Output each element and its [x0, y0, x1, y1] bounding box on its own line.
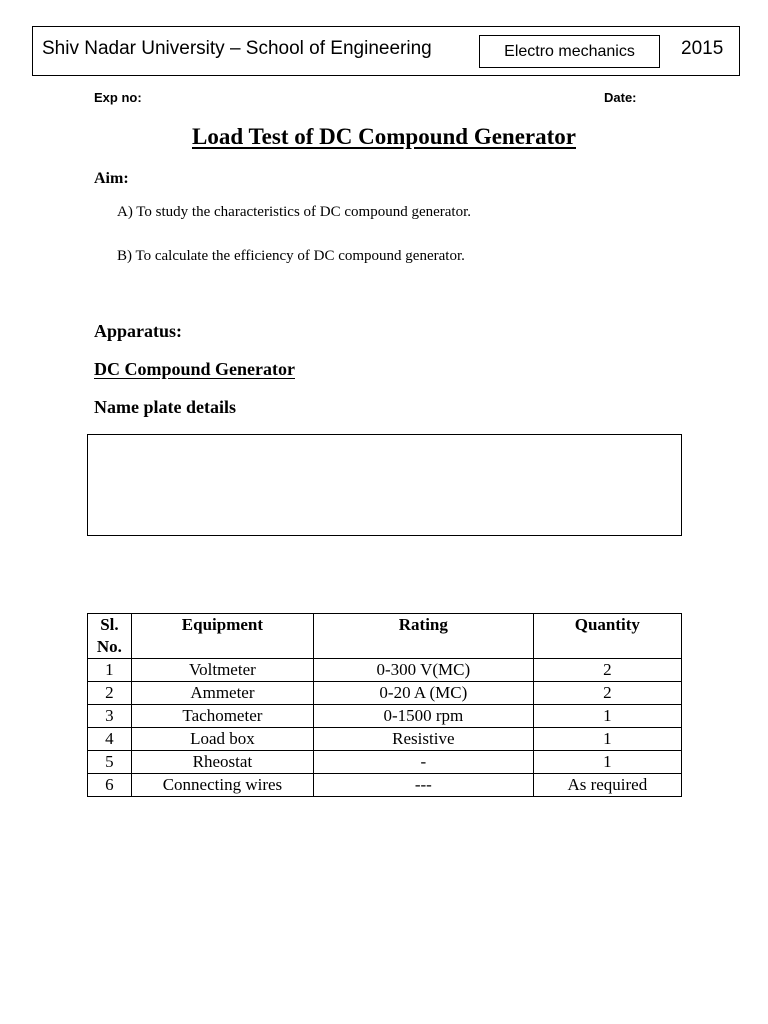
- table-row: [88, 659, 682, 682]
- cell-rating: ---: [314, 774, 534, 797]
- document-title: [0, 124, 768, 150]
- date-label: Date:: [604, 90, 637, 105]
- header-rating: Rating: [314, 614, 534, 659]
- table-row: [88, 682, 682, 705]
- cell-sl: 4: [88, 728, 132, 751]
- cell-rating: 0-20 A (MC): [314, 682, 534, 705]
- table-header-row: [88, 614, 682, 659]
- table-row: [88, 705, 682, 728]
- exp-no-label: Exp no:: [94, 90, 142, 105]
- cell-equipment: Rheostat: [131, 751, 313, 774]
- cell-rating: Resistive: [314, 728, 534, 751]
- cell-equipment: Voltmeter: [131, 659, 313, 682]
- cell-quantity: 1: [533, 751, 681, 774]
- subject-box: Electro mechanics: [479, 35, 660, 68]
- cell-equipment: Ammeter: [131, 682, 313, 705]
- nameplate-label: Name plate details: [94, 397, 236, 417]
- cell-equipment: Connecting wires: [131, 774, 313, 797]
- cell-rating: 0-1500 rpm: [314, 705, 534, 728]
- aim-item-a: A) To study the characteristics of DC compound generator.: [117, 204, 471, 220]
- cell-quantity: 1: [533, 705, 681, 728]
- equipment-table: [87, 613, 682, 797]
- header-equipment: Equipment: [131, 614, 313, 659]
- cell-quantity: 1: [533, 728, 681, 751]
- cell-equipment: Tachometer: [131, 705, 313, 728]
- table-row: [88, 728, 682, 751]
- table-row: [88, 751, 682, 774]
- aim-label: Aim:: [94, 170, 129, 187]
- cell-sl: 2: [88, 682, 132, 705]
- cell-sl: 3: [88, 705, 132, 728]
- cell-quantity: 2: [533, 659, 681, 682]
- cell-quantity: 2: [533, 682, 681, 705]
- header-year: 2015: [681, 38, 724, 59]
- cell-sl: 1: [88, 659, 132, 682]
- header-sl-no: Sl. No.: [88, 614, 132, 659]
- nameplate-details-box: [87, 434, 682, 536]
- aim-item-b: B) To calculate the efficiency of DC compound generator.: [117, 248, 465, 264]
- cell-rating: 0-300 V(MC): [314, 659, 534, 682]
- header-title: Shiv Nadar University – School of Engineering: [42, 38, 432, 59]
- table-row: [88, 774, 682, 797]
- cell-sl: 5: [88, 751, 132, 774]
- generator-heading: DC Compound Generator: [94, 359, 295, 379]
- cell-sl: 6: [88, 774, 132, 797]
- header-quantity: Quantity: [533, 614, 681, 659]
- document-title-text: Load Test of DC Compound Generator: [191, 124, 576, 149]
- cell-equipment: Load box: [131, 728, 313, 751]
- cell-rating: -: [314, 751, 534, 774]
- header-box: [32, 26, 740, 76]
- apparatus-label: Apparatus:: [94, 321, 183, 341]
- cell-quantity: As required: [533, 774, 681, 797]
